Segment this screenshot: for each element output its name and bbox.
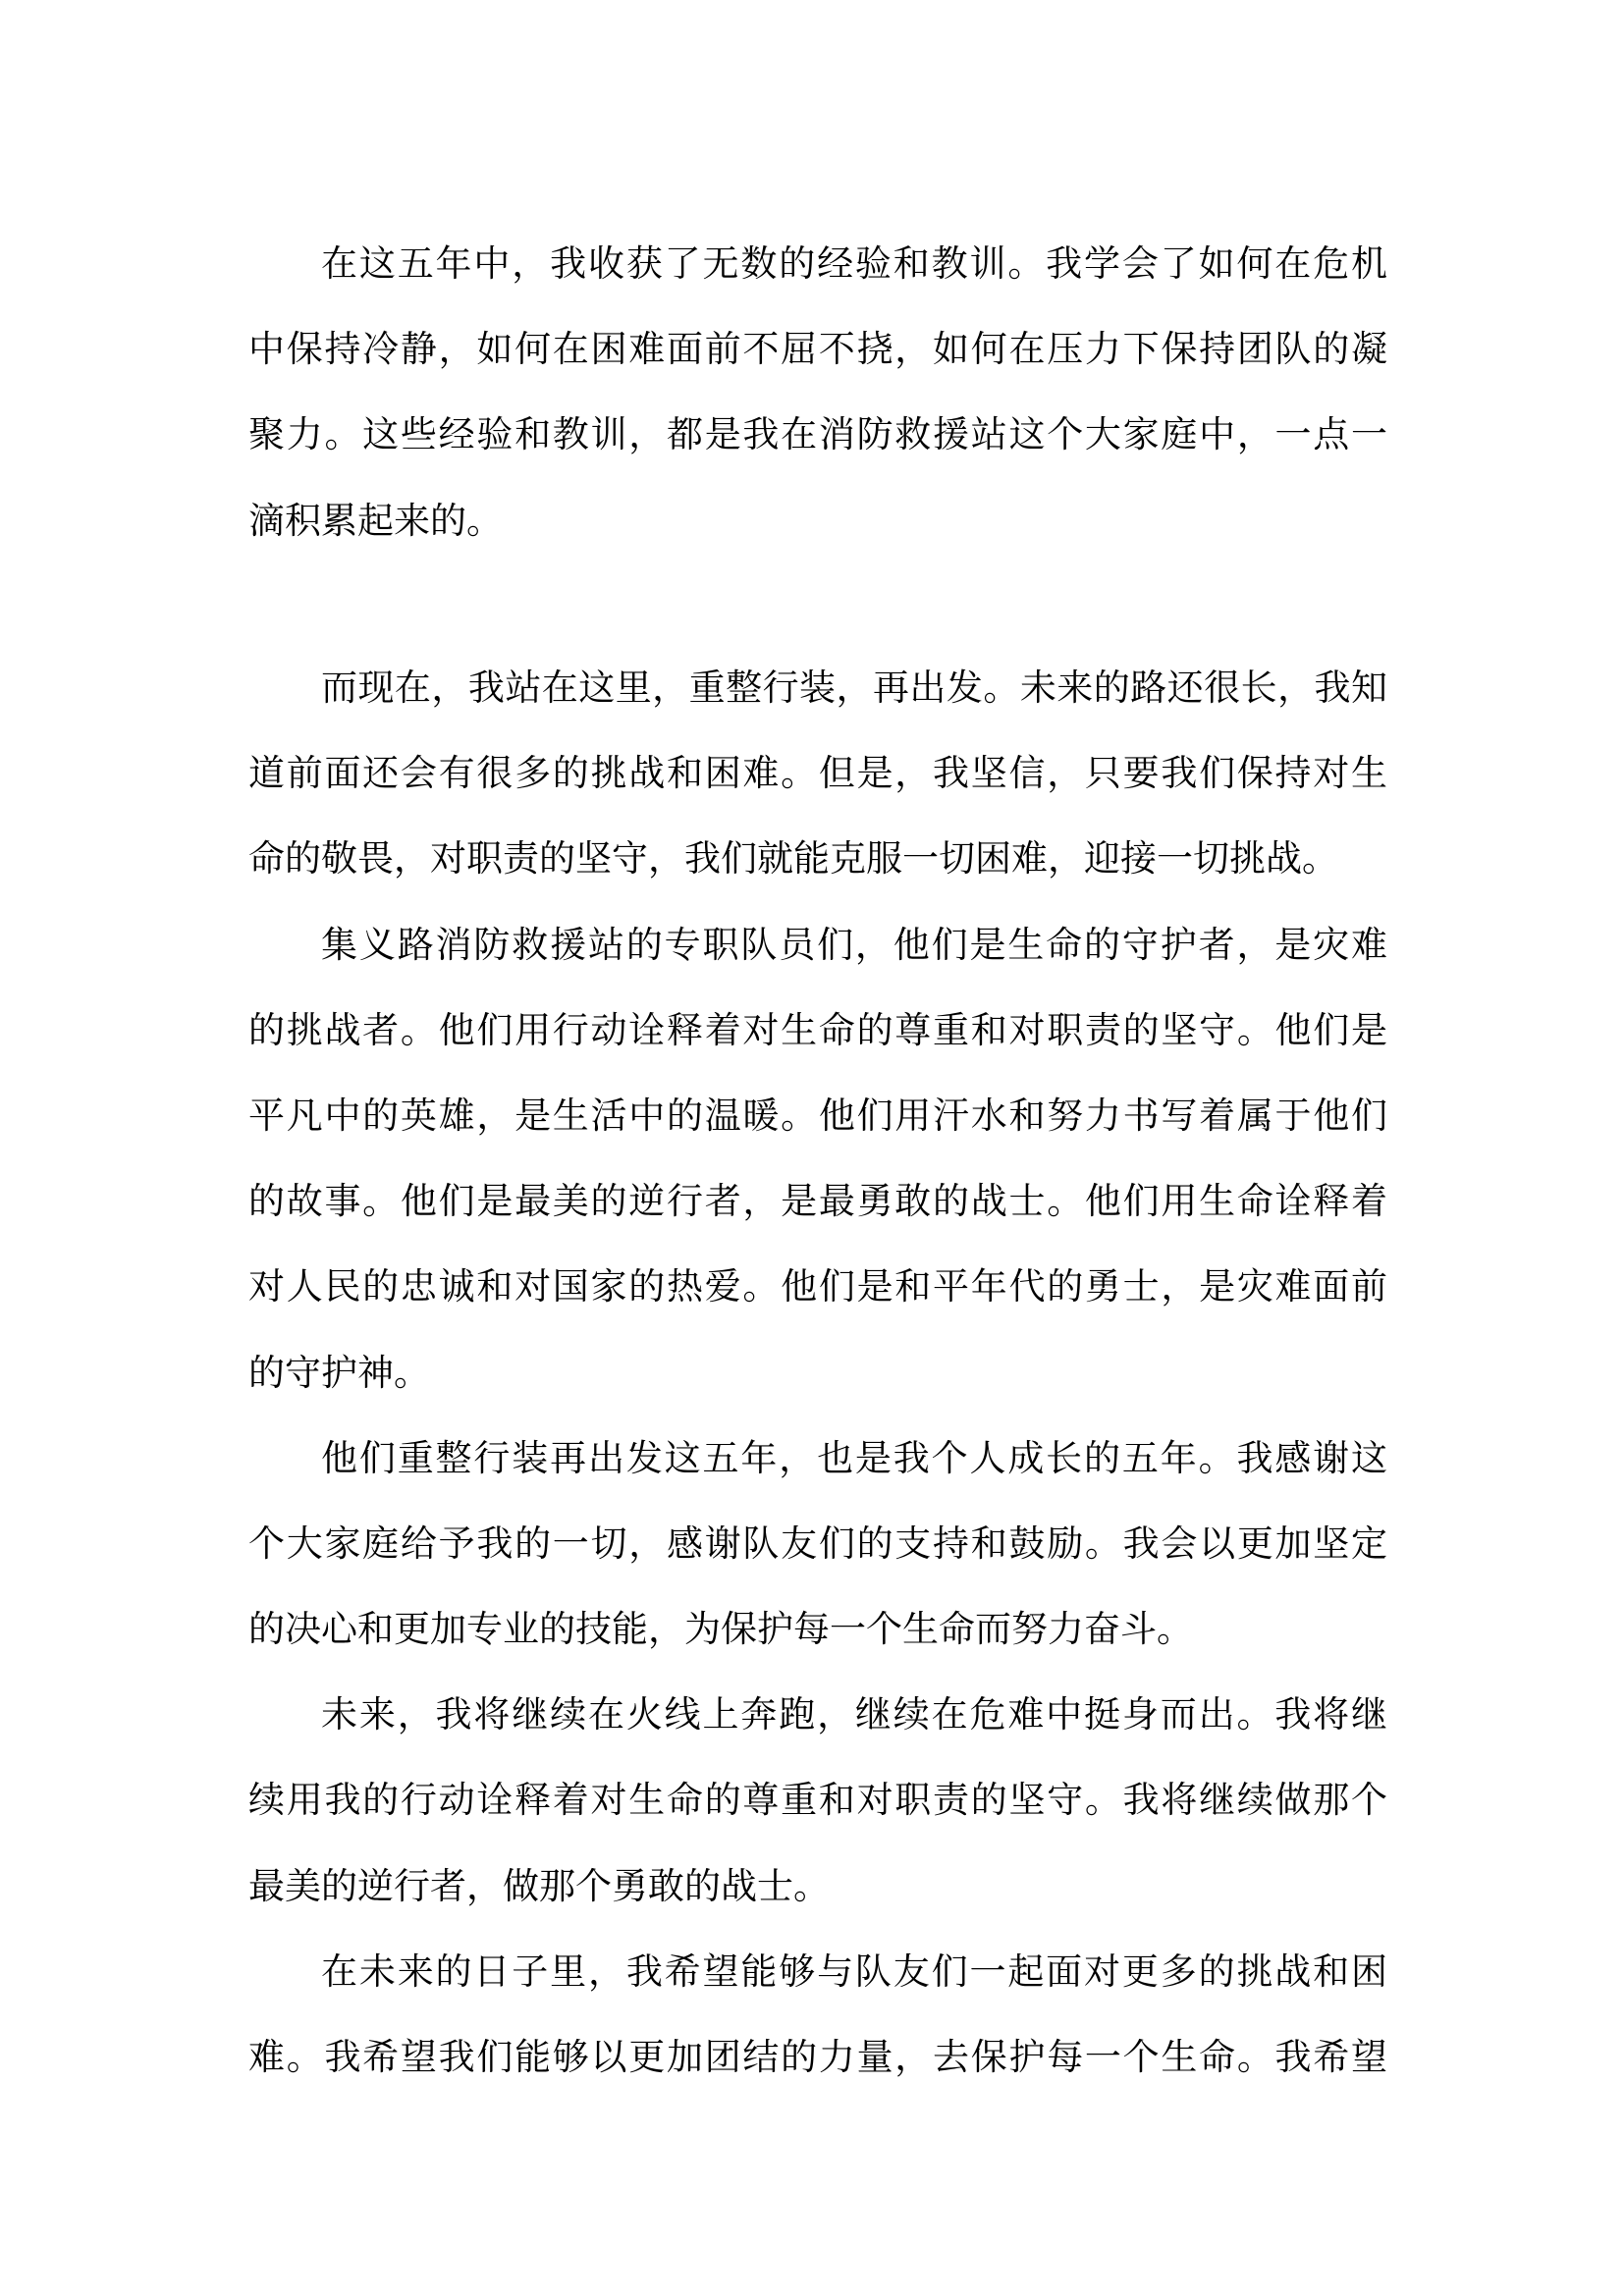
paragraph-line: 而现在，我站在这里，重整行装，再出发。未来的路还很长，我知 bbox=[321, 667, 1387, 710]
paragraph-line: 平凡中的英雄，是生活中的温暖。他们用汗水和努力书写着属于他们 bbox=[248, 1094, 1387, 1137]
paragraph-2 bbox=[248, 645, 1387, 902]
paragraph-line: 滴积累起来的。 bbox=[248, 499, 503, 542]
blank-line bbox=[248, 563, 1387, 645]
paragraph-line: 在未来的日子里，我希望能够与队友们一起面对更多的挑战和困 bbox=[321, 1949, 1387, 1993]
paragraph-line: 中保持冷静，如何在困难面前不屈不挠，如何在压力下保持团队的凝 bbox=[248, 328, 1387, 371]
paragraph-line: 的挑战者。他们用行动诠释着对生命的尊重和对职责的坚守。他们是 bbox=[248, 1008, 1387, 1051]
paragraph-line: 未来，我将继续在火线上奔跑，继续在危难中挺身而出。我将继 bbox=[321, 1693, 1387, 1736]
paragraph-1 bbox=[248, 221, 1387, 563]
paragraph-3 bbox=[248, 902, 1387, 1415]
paragraph-5 bbox=[248, 1672, 1387, 1929]
paragraph-line: 难。我希望我们能够以更加团结的力量，去保护每一个生命。我希望 bbox=[248, 2036, 1387, 2079]
paragraph-line: 的决心和更加专业的技能，为保护每一个生命而努力奋斗。 bbox=[248, 1608, 1193, 1651]
paragraph-line: 的守护神。 bbox=[248, 1351, 430, 1394]
paragraph-6 bbox=[248, 1929, 1387, 2100]
paragraph-line: 在这五年中，我收获了无数的经验和教训。我学会了如何在危机 bbox=[321, 242, 1387, 285]
paragraph-line: 他们重整行装再出发这五年，也是我个人成长的五年。我感谢这 bbox=[321, 1436, 1387, 1479]
paragraph-line: 续用我的行动诠释着对生命的尊重和对职责的坚守。我将继续做那个 bbox=[248, 1779, 1387, 1822]
paragraph-line: 聚力。这些经验和教训，都是我在消防救援站这个大家庭中，一点一 bbox=[248, 413, 1387, 456]
paragraph-line: 个大家庭给予我的一切，感谢队友们的支持和鼓励。我会以更加坚定 bbox=[248, 1522, 1387, 1565]
paragraph-line: 道前面还会有很多的挑战和困难。但是，我坚信，只要我们保持对生 bbox=[248, 752, 1387, 795]
paragraph-4 bbox=[248, 1415, 1387, 1673]
paragraph-line: 集义路消防救援站的专职队员们，他们是生命的守护者，是灾难 bbox=[321, 923, 1387, 966]
paragraph-line: 命的敬畏，对职责的坚守，我们就能克服一切困难，迎接一切挑战。 bbox=[248, 837, 1338, 881]
document-body bbox=[248, 221, 1387, 2100]
paragraph-line: 对人民的忠诚和对国家的热爱。他们是和平年代的勇士，是灾难面前 bbox=[248, 1265, 1387, 1308]
paragraph-line: 最美的逆行者，做那个勇敢的战士。 bbox=[248, 1864, 830, 1907]
paragraph-line: 的故事。他们是最美的逆行者，是最勇敢的战士。他们用生命诠释着 bbox=[248, 1180, 1387, 1223]
